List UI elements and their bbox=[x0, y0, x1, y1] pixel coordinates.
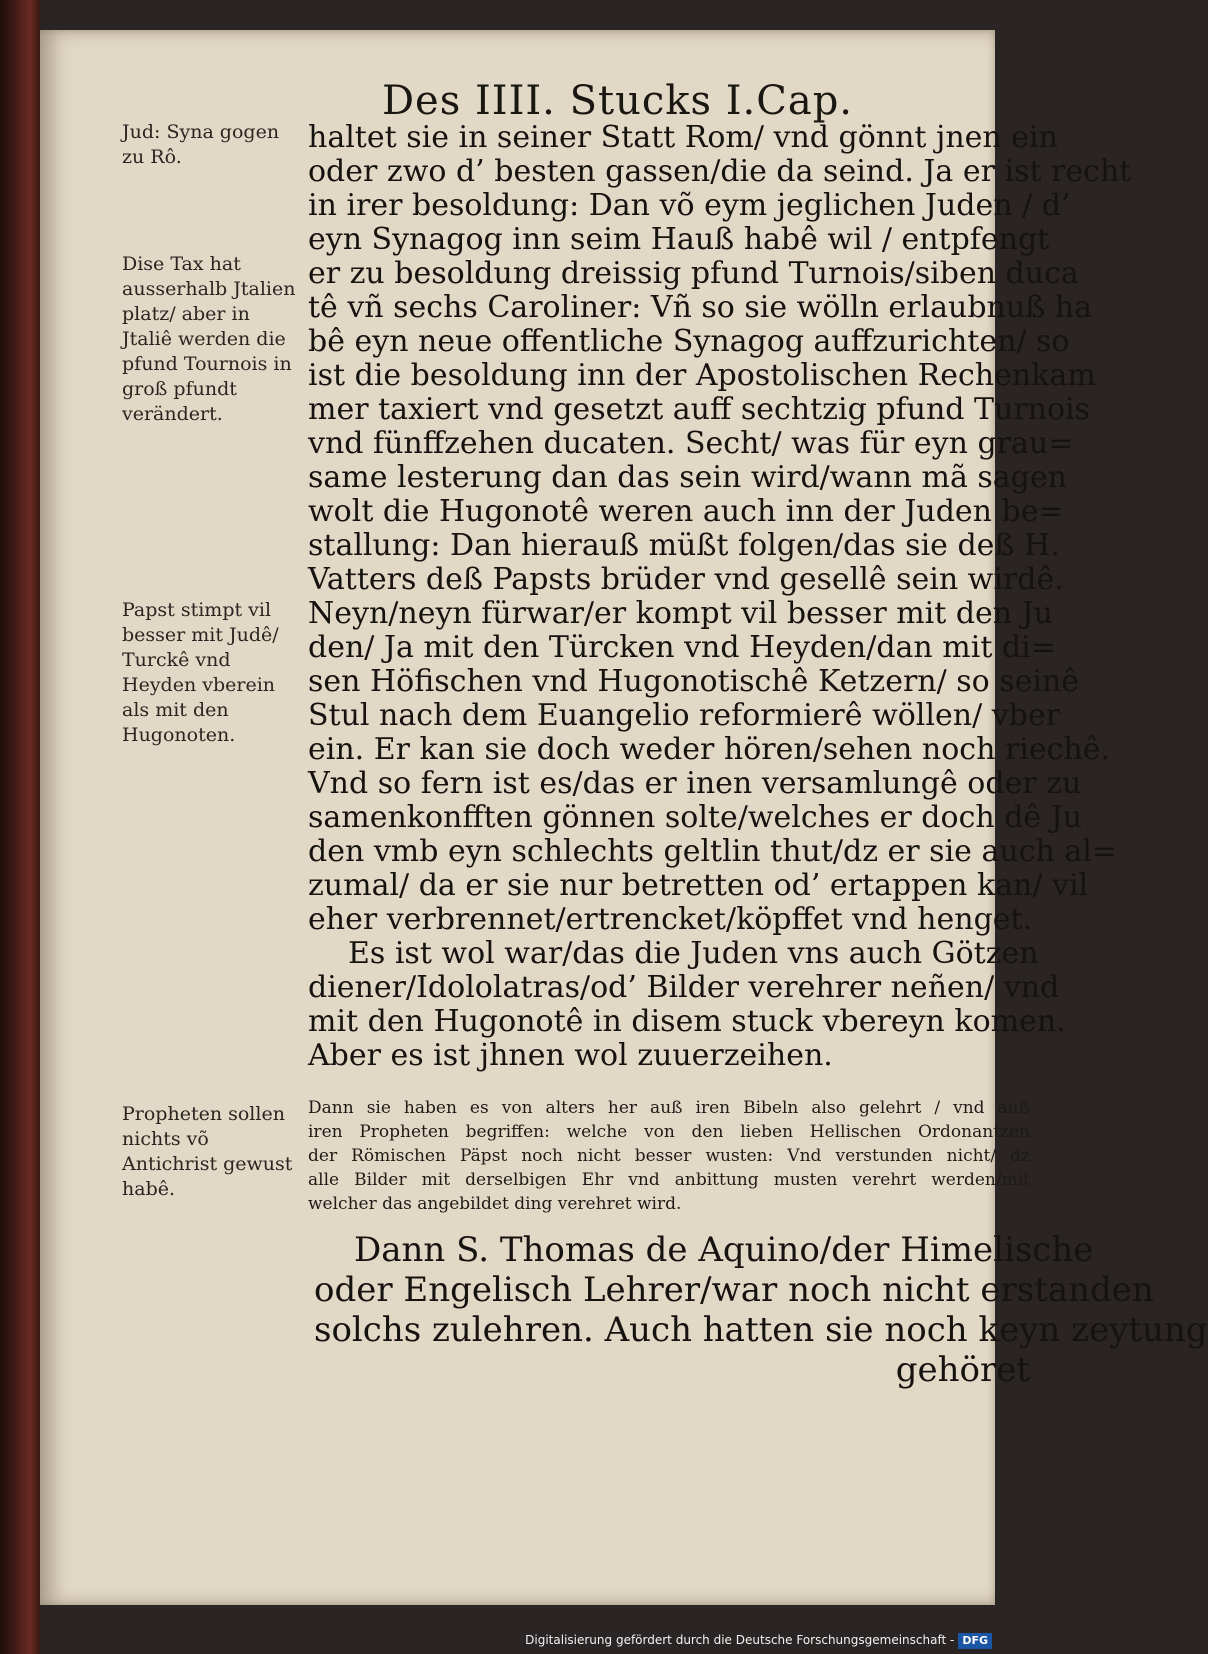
text-line: samenkonfften gönnen solte/welches er doch dê Ju bbox=[308, 800, 1083, 835]
footer-credit-text: Digitalisierung gefördert durch die Deutsche Forschungsgemeinschaft - bbox=[525, 1633, 955, 1647]
text-line: mit den Hugonotê in disem stuck vbereyn komen. bbox=[308, 1004, 1066, 1039]
text-line: in irer besoldung: Dan võ eym jeglichen Juden / d’ bbox=[308, 188, 1071, 223]
text-line: stallung: Dan hierauß müßt folgen/das sie deß H. bbox=[308, 528, 1060, 563]
catchword: gehöret bbox=[895, 1350, 1030, 1390]
text-line: ist die besoldung inn der Apostolischen Rechenkam bbox=[308, 358, 1096, 393]
text-line: Es ist wol war/das die Juden vns auch Götzen bbox=[348, 936, 1039, 971]
small-print-line: alle Bilder mit derselbigen Ehr vnd anbittung musten verehrt werden/mit bbox=[308, 1170, 1030, 1190]
text-line: vnd fünffzehen ducaten. Secht/ was für eyn grau= bbox=[308, 426, 1074, 461]
text-line: er zu besoldung dreissig pfund Turnois/siben duca bbox=[308, 256, 1079, 291]
text-line: mer taxiert vnd gesetzt auff sechtzig pfund Turnois bbox=[308, 392, 1091, 427]
text-line: eyn Synagog inn seim Hauß habê wil / entpfengt bbox=[308, 222, 1050, 257]
margin-note-pope: Papst stimpt vil besser mit Judê/ Turckê vnd Heyden vberein als mit den Hugonoten. bbox=[122, 599, 279, 746]
small-print-line: welcher das angebildet ding verehret wird. bbox=[308, 1194, 682, 1214]
text-line: haltet sie in seiner Statt Rom/ vnd gönnt jnen ein bbox=[308, 120, 1058, 155]
text-line: den vmb eyn schlechts geltlin thut/dz er sie auch al= bbox=[308, 834, 1117, 869]
text-line: Aber es ist jhnen wol zuuerzeihen. bbox=[308, 1038, 833, 1073]
margin-note-tax: Dise Tax hat ausserhalb Jtalien platz/ aber in Jtaliê werden die pfund Tournois in groß pfundt verändert. bbox=[122, 253, 296, 425]
margin-note-synagogues: Jud: Syna gogen zu Rô. bbox=[122, 121, 280, 168]
text-line: sen Höfischen vnd Hugonotischê Ketzern/ so seinê bbox=[308, 664, 1080, 699]
text-line: bê eyn neue offentliche Synagog auffzurichten/ so bbox=[308, 324, 1070, 359]
small-print-line: Dann sie haben es von alters her auß iren Bibeln also gelehrt / vnd auß bbox=[308, 1098, 1030, 1118]
margin-note-prophets: Propheten sollen nichts võ Antichrist gewust habê. bbox=[122, 1103, 293, 1200]
small-print-line: iren Propheten begriffen: welche von den lieben Hellischen Ordonantzen bbox=[308, 1122, 1030, 1142]
text-line: diener/Idololatras/od’ Bilder verehrer neñen/ vnd bbox=[308, 970, 1060, 1005]
running-header: Des IIII. Stucks I.Cap. bbox=[381, 78, 854, 124]
text-line: Stul nach dem Euangelio reformierê wöllen/ vber bbox=[308, 698, 1060, 733]
book-binding-edge bbox=[0, 0, 40, 1654]
text-line: oder zwo d’ besten gassen/die da seind. Ja er ist recht bbox=[308, 154, 1132, 189]
text-line: same lesterung dan das sein wird/wann mã sagen bbox=[308, 460, 1067, 495]
text-line: Neyn/neyn fürwar/er kompt vil besser mit den Ju bbox=[308, 596, 1054, 631]
text-line: eher verbrennet/ertrencket/köpffet vnd henget. bbox=[308, 902, 1033, 937]
small-print-line: der Römischen Päpst noch nicht besser wusten: Vnd verstunden nicht/ dz bbox=[308, 1146, 1030, 1166]
digitization-footer bbox=[525, 1628, 992, 1652]
text-line: den/ Ja mit den Türcken vnd Heyden/dan mit di= bbox=[308, 630, 1056, 665]
large-text-line: oder Engelisch Lehrer/war noch nicht erstanden bbox=[314, 1270, 1154, 1310]
large-text-line: Dann S. Thomas de Aquino/der Himelische bbox=[354, 1230, 1094, 1270]
large-text-line: solchs zulehren. Auch hatten sie noch keyn zeytung bbox=[314, 1310, 1208, 1350]
text-line: Vnd so fern ist es/das er inen versamlungê oder zu bbox=[308, 766, 1082, 801]
text-line: ein. Er kan sie doch weder hören/sehen noch riechê. bbox=[308, 732, 1111, 767]
text-line: wolt die Hugonotê weren auch inn der Juden be= bbox=[308, 494, 1064, 529]
dfg-logo-icon: DFG bbox=[958, 1633, 992, 1649]
text-line: Vatters deß Papsts brüder vnd gesellê sein wirdê. bbox=[308, 562, 1064, 597]
book-page bbox=[40, 30, 1208, 1605]
text-line: zumal/ da er sie nur betretten od’ ertappen kan/ vil bbox=[308, 868, 1089, 903]
text-line: tê vñ sechs Caroliner: Vñ so sie wölln erlaubnuß ha bbox=[308, 290, 1092, 325]
